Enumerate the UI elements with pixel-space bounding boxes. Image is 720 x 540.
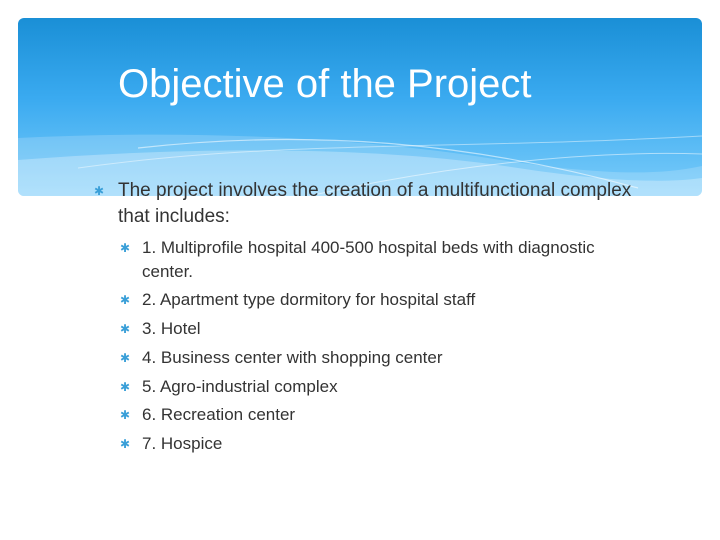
main-bullet-text: The project involves the creation of a multifunctional complex that includes: <box>118 180 632 227</box>
sub-bullet-text: 1. Multiprofile hospital 400-500 hospital beds with diagnostic center. <box>142 238 595 281</box>
sub-bullet-text: 2. Apartment type dormitory for hospital staff <box>142 290 476 309</box>
list-item <box>120 432 640 456</box>
sub-bullet-text: 7. Hospice <box>142 434 223 453</box>
sub-bullet-text: 5. Agro-industrial complex <box>142 377 338 396</box>
asterisk-bullet-icon: ✱ <box>120 380 131 394</box>
asterisk-bullet-icon: ✱ <box>120 351 131 365</box>
list-item <box>120 346 640 370</box>
asterisk-bullet-icon: ✱ <box>120 241 131 255</box>
wave-decoration <box>18 18 702 196</box>
slide-title: Objective of the Project <box>118 62 532 106</box>
asterisk-bullet-icon: ✱ <box>120 437 131 451</box>
asterisk-bullet-icon: ✱ <box>94 184 105 198</box>
asterisk-bullet-icon: ✱ <box>120 322 131 336</box>
sub-bullet-text: 4. Business center with shopping center <box>142 348 443 367</box>
main-bullet <box>94 178 654 230</box>
list-item <box>120 236 640 284</box>
asterisk-bullet-icon: ✱ <box>120 293 131 307</box>
sub-bullet-text: 3. Hotel <box>142 319 201 338</box>
list-item <box>120 288 640 312</box>
list-item <box>120 375 640 399</box>
title-banner <box>18 18 702 196</box>
list-item <box>120 403 640 427</box>
asterisk-bullet-icon: ✱ <box>120 408 131 422</box>
list-item <box>120 317 640 341</box>
sub-bullet-text: 6. Recreation center <box>142 405 296 424</box>
